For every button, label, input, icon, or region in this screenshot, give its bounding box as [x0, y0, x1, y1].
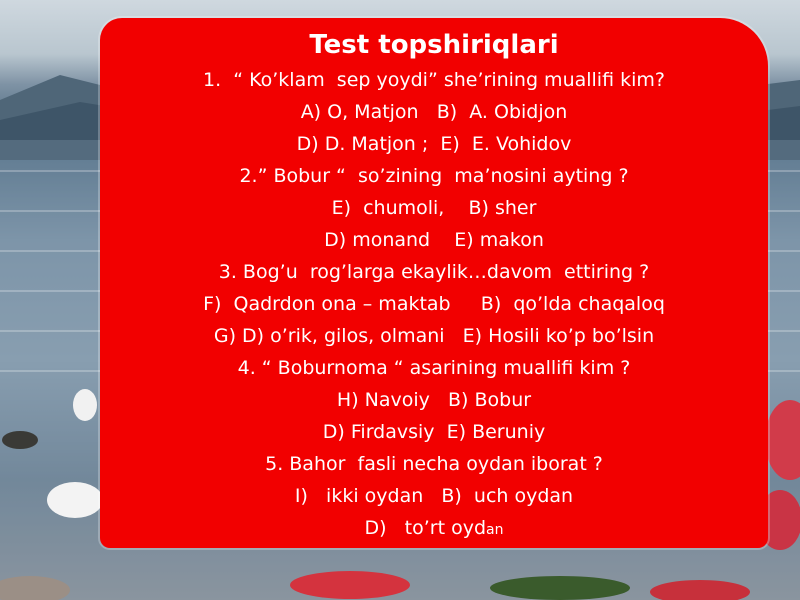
answer-3a: F) Qadrdon ona – maktab B) qo’lda chaqaloq [203, 293, 665, 315]
answer-1b: D) D. Matjon ; E) E. Vohidov [296, 133, 572, 155]
test-card [100, 18, 768, 548]
test-content [100, 28, 768, 546]
answer-5b-main: D) to’rt oyd [364, 517, 487, 539]
test-title: Test topshiriqlari [309, 30, 559, 60]
answer-5b [100, 512, 768, 546]
question-3: 3. Bog’u rog’larga ekaylik…davom ettiring ? [218, 261, 650, 283]
question-1: 1. “ Ko’klam sep yoydi” she’rining muallifi kim? [203, 69, 665, 91]
answer-4a: H) Navoiy B) Bobur [336, 389, 532, 411]
question-4: 4. “ Boburnoma “ asarining muallifi kim ? [237, 357, 631, 379]
question-5: 5. Bahor fasli necha oydan iborat ? [265, 453, 603, 475]
answer-3b: G) D) o’rik, gilos, olmani E) Hosili ko’p bo’lsin [213, 325, 655, 347]
answer-5b-tail: an [486, 522, 504, 538]
answer-2b: D) monand E) makon [324, 229, 544, 251]
question-2: 2.” Bobur “ so’zining ma’nosini ayting ? [239, 165, 629, 187]
answer-5a: I) ikki oydan B) uch oydan [294, 485, 574, 507]
answer-2a: E) chumoli, B) sher [331, 197, 537, 219]
answer-4b: D) Firdavsiy E) Beruniy [322, 421, 546, 443]
answer-1a: A) O, Matjon B) A. Obidjon [300, 101, 568, 123]
